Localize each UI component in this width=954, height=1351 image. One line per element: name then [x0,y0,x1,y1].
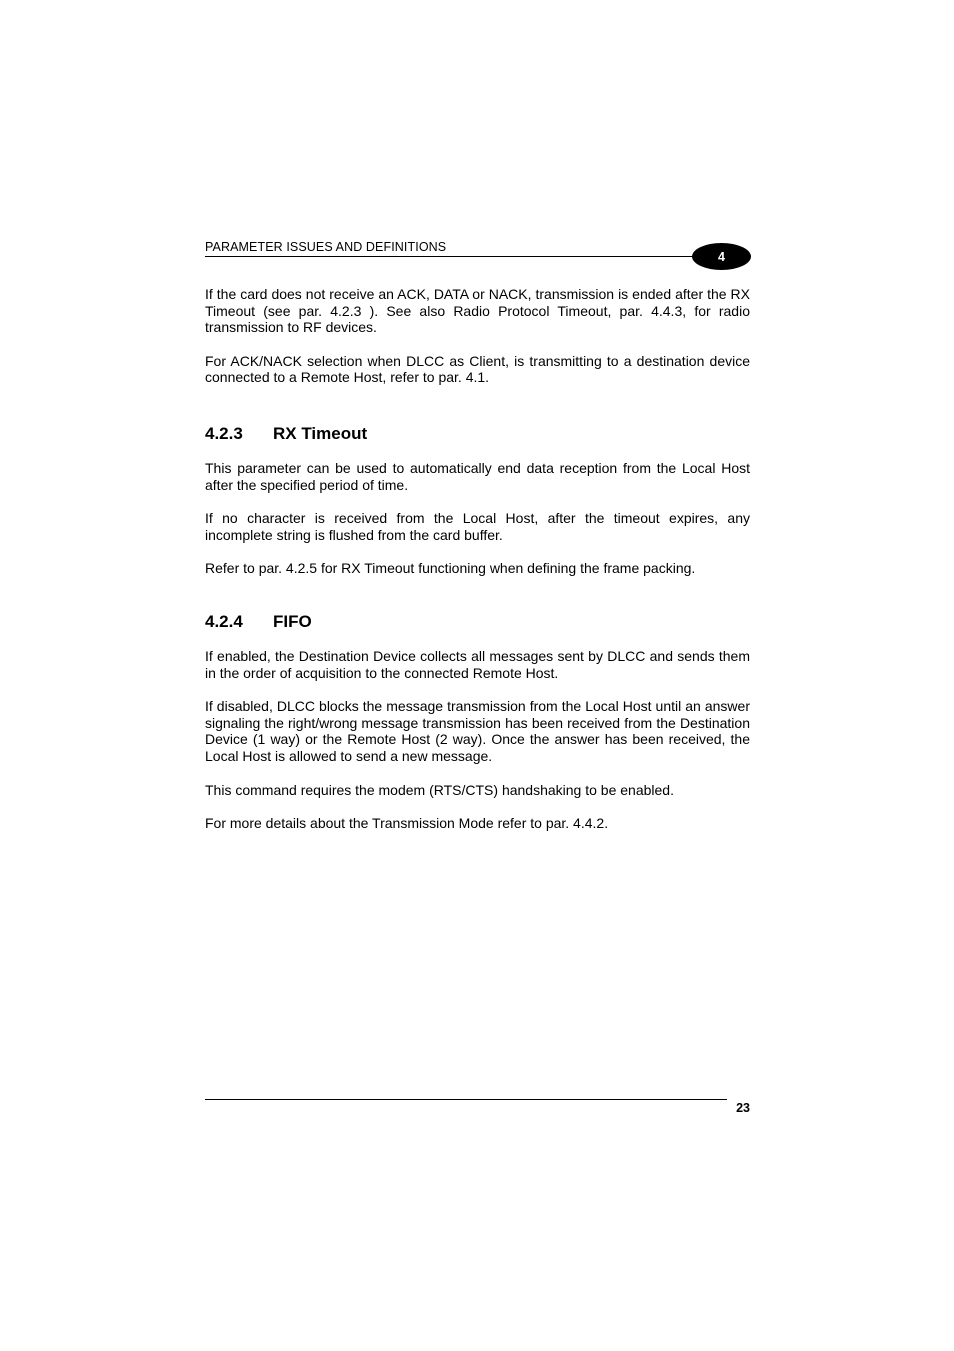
page-number: 23 [736,1101,750,1115]
section-title: RX Timeout [273,423,368,443]
fifo-paragraph-3: This command requires the modem (RTS/CTS) handshaking to be enabled. [205,781,674,798]
running-header [205,240,750,258]
fifo-paragraph-4: For more details about the Transmission Mode refer to par. 4.4.2. [205,815,609,832]
rx-timeout-paragraph-1: This parameter can be used to automatically end data reception from the Local Host after the specified period of time. [205,459,750,493]
chapter-number-badge: 4 [692,243,751,270]
header-rule [205,256,705,257]
footer-rule [205,1099,727,1100]
intro-paragraph-1: If the card does not receive an ACK, DATA or NACK, transmission is ended after the RX Timeout (see par. 4.2.3 ). See also Radio Protocol Timeout, par. 4.4.3, for radio transmission to RF devices. [205,286,750,336]
intro-paragraph-2: For ACK/NACK selection when DLCC as Client, is transmitting to a destination device connected to a Remote Host, refer to par. 4.1. [205,352,750,386]
header-section-title: PARAMETER ISSUES AND DEFINITIONS [205,240,447,254]
page-content [205,286,750,832]
rx-timeout-paragraph-3: Refer to par. 4.2.5 for RX Timeout functioning when defining the frame packing. [205,560,696,577]
section-heading-rx-timeout [205,424,750,444]
section-number: 4.2.3 [205,423,243,443]
section-number: 4.2.4 [205,611,243,631]
section-title: FIFO [273,611,312,631]
section-heading-fifo [205,612,750,632]
rx-timeout-paragraph-2: If no character is received from the Local Host, after the timeout expires, any incomplete string is flushed from the card buffer. [205,510,750,543]
fifo-paragraph-1: If enabled, the Destination Device collects all messages sent by DLCC and sends them in the order of acquisition to the connected Remote Host. [205,647,750,681]
fifo-paragraph-2: If disabled, DLCC blocks the message transmission from the Local Host until an answer signaling the right/wrong message transmission has been received from the Destination Device (1 way) or the Remote Host (2 way). Once the answer has been received, the Local Host is allowed to send a new message. [205,698,750,764]
